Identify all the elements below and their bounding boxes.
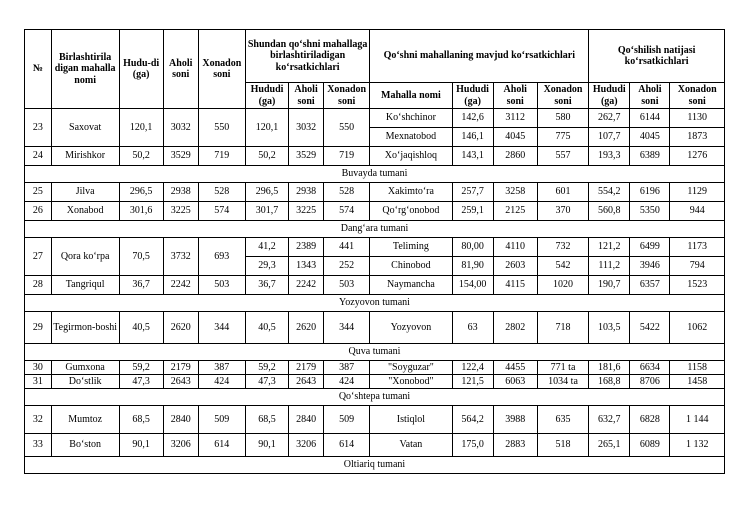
- households-cell: 344: [198, 312, 245, 344]
- result-area-cell: 632,7: [589, 406, 630, 434]
- result-population-cell: 6499: [630, 238, 670, 257]
- neighbor-population-cell: 3258: [493, 183, 537, 202]
- area-cell: 120,1: [119, 109, 163, 147]
- area-cell: 90,1: [119, 434, 163, 457]
- table-row: [25, 183, 725, 202]
- neighbor-name-cell: Yozyovon: [370, 312, 452, 344]
- mahalla-name: Doʻstlik: [51, 375, 119, 389]
- merged-area-cell: 90,1: [245, 434, 288, 457]
- subheader-population: Aholi soni: [630, 83, 670, 109]
- row-number: 33: [25, 434, 52, 457]
- result-population-cell: 5350: [630, 202, 670, 221]
- neighbor-name-cell: "Xonobod": [370, 375, 452, 389]
- result-population-cell: 6357: [630, 276, 670, 295]
- merged-population-cell: 2643: [289, 375, 324, 389]
- subheader-mahalla-name: Mahalla nomi: [370, 83, 452, 109]
- merged-area-cell: 47,3: [245, 375, 288, 389]
- neighbor-area-cell: 564,2: [452, 406, 493, 434]
- neighbor-name-cell: Qoʻrgʻonobod: [370, 202, 452, 221]
- row-number: 24: [25, 147, 52, 166]
- section-title: Buvayda tumani: [25, 166, 725, 183]
- neighbor-households-cell: 518: [537, 434, 588, 457]
- households-cell: 509: [198, 406, 245, 434]
- neighbor-population-cell: 2883: [493, 434, 537, 457]
- area-cell: 40,5: [119, 312, 163, 344]
- result-area-cell: 121,2: [589, 238, 630, 257]
- merged-area-cell: 40,5: [245, 312, 288, 344]
- merged-households-cell: 509: [324, 406, 370, 434]
- header-area: Hudu-di (ga): [119, 30, 163, 109]
- neighbor-name-cell: "Soyguzar": [370, 361, 452, 375]
- merged-population-cell: 2242: [289, 276, 324, 295]
- merged-area-cell: 29,3: [245, 257, 288, 276]
- neighbor-area-cell: 63: [452, 312, 493, 344]
- merged-households-cell: 252: [324, 257, 370, 276]
- neighbor-name-cell: Xakimtoʻra: [370, 183, 452, 202]
- neighbor-area-cell: 175,0: [452, 434, 493, 457]
- table-row: [25, 202, 725, 221]
- result-population-cell: 5422: [630, 312, 670, 344]
- population-cell: 3032: [163, 109, 198, 147]
- neighbor-area-cell: 122,4: [452, 361, 493, 375]
- neighbor-households-cell: 580: [537, 109, 588, 128]
- table-row: [25, 434, 725, 457]
- neighbor-population-cell: 2603: [493, 257, 537, 276]
- neighbor-population-cell: 2125: [493, 202, 537, 221]
- result-population-cell: 6196: [630, 183, 670, 202]
- merged-households-cell: 424: [324, 375, 370, 389]
- subheader-area: Hududi (ga): [589, 83, 630, 109]
- header-number: №: [25, 30, 52, 109]
- neighbor-name-cell: Koʻshchinor: [370, 109, 452, 128]
- merged-area-cell: 68,5: [245, 406, 288, 434]
- merged-population-cell: 2389: [289, 238, 324, 257]
- neighbor-name-cell: Naymancha: [370, 276, 452, 295]
- neighbor-area-cell: 143,1: [452, 147, 493, 166]
- neighbor-population-cell: 6063: [493, 375, 537, 389]
- mahalla-name: Xonabod: [51, 202, 119, 221]
- neighbor-name-cell: Teliming: [370, 238, 452, 257]
- area-cell: 50,2: [119, 147, 163, 166]
- header-group-neighbor: Qoʻshni mahallaning mavjud koʻrsatkichlari: [370, 30, 589, 83]
- neighbor-name-cell: Chinobod: [370, 257, 452, 276]
- neighbor-households-cell: 1020: [537, 276, 588, 295]
- merged-population-cell: 3206: [289, 434, 324, 457]
- merged-population-cell: 3225: [289, 202, 324, 221]
- subheader-area: Hududi (ga): [245, 83, 288, 109]
- result-households-cell: 1129: [670, 183, 725, 202]
- table-row: [25, 375, 725, 389]
- table-row: [25, 361, 725, 375]
- row-number: 27: [25, 238, 52, 276]
- header-households: Xonadon soni: [198, 30, 245, 109]
- households-cell: 424: [198, 375, 245, 389]
- mahalla-name: Boʻston: [51, 434, 119, 457]
- row-number: 32: [25, 406, 52, 434]
- neighbor-households-cell: 718: [537, 312, 588, 344]
- merged-households-cell: 574: [324, 202, 370, 221]
- neighbor-name-cell: Istiqlol: [370, 406, 452, 434]
- header-group-merged: Shundan qoʻshni mahallaga birlashtiriladigan koʻrsatkichlari: [245, 30, 369, 83]
- area-cell: 59,2: [119, 361, 163, 375]
- table-row: [25, 406, 725, 434]
- result-households-cell: 1 144: [670, 406, 725, 434]
- neighbor-population-cell: 3988: [493, 406, 537, 434]
- section-row: [25, 166, 725, 183]
- population-cell: 2840: [163, 406, 198, 434]
- merged-households-cell: 503: [324, 276, 370, 295]
- section-title: Yozyovon tumani: [25, 295, 725, 312]
- area-cell: 68,5: [119, 406, 163, 434]
- section-row: [25, 344, 725, 361]
- neighbor-households-cell: 601: [537, 183, 588, 202]
- merged-households-cell: 719: [324, 147, 370, 166]
- neighbor-name-cell: Xoʻjaqishloq: [370, 147, 452, 166]
- merged-households-cell: 387: [324, 361, 370, 375]
- households-cell: 719: [198, 147, 245, 166]
- merged-population-cell: 1343: [289, 257, 324, 276]
- result-households-cell: 794: [670, 257, 725, 276]
- merged-population-cell: 2179: [289, 361, 324, 375]
- merged-area-cell: 41,2: [245, 238, 288, 257]
- merged-households-cell: 528: [324, 183, 370, 202]
- merged-area-cell: 120,1: [245, 109, 288, 147]
- merged-households-cell: 344: [324, 312, 370, 344]
- result-population-cell: 4045: [630, 128, 670, 147]
- neighbor-population-cell: 2802: [493, 312, 537, 344]
- area-cell: 296,5: [119, 183, 163, 202]
- merged-area-cell: 50,2: [245, 147, 288, 166]
- section-row: [25, 457, 725, 474]
- row-number: 23: [25, 109, 52, 147]
- neighbor-population-cell: 2860: [493, 147, 537, 166]
- population-cell: 2242: [163, 276, 198, 295]
- result-households-cell: 1523: [670, 276, 725, 295]
- result-population-cell: 8706: [630, 375, 670, 389]
- neighbor-population-cell: 4115: [493, 276, 537, 295]
- population-cell: 3225: [163, 202, 198, 221]
- result-area-cell: 103,5: [589, 312, 630, 344]
- result-population-cell: 6144: [630, 109, 670, 128]
- result-households-cell: 1458: [670, 375, 725, 389]
- row-number: 30: [25, 361, 52, 375]
- merged-area-cell: 296,5: [245, 183, 288, 202]
- population-cell: 3206: [163, 434, 198, 457]
- result-area-cell: 262,7: [589, 109, 630, 128]
- merged-households-cell: 550: [324, 109, 370, 147]
- result-area-cell: 168,8: [589, 375, 630, 389]
- neighbor-households-cell: 557: [537, 147, 588, 166]
- result-population-cell: 6828: [630, 406, 670, 434]
- mahalla-name: Jilva: [51, 183, 119, 202]
- row-number: 31: [25, 375, 52, 389]
- section-title: Dangʻara tumani: [25, 221, 725, 238]
- households-cell: 387: [198, 361, 245, 375]
- neighbor-area-cell: 146,1: [452, 128, 493, 147]
- merged-area-cell: 36,7: [245, 276, 288, 295]
- result-population-cell: 3946: [630, 257, 670, 276]
- section-row: [25, 295, 725, 312]
- subheader-population: Aholi soni: [289, 83, 324, 109]
- neighbor-name-cell: Vatan: [370, 434, 452, 457]
- merged-population-cell: 3032: [289, 109, 324, 147]
- result-population-cell: 6634: [630, 361, 670, 375]
- section-title: Qoʻshtepa tumani: [25, 389, 725, 406]
- neighbor-households-cell: 635: [537, 406, 588, 434]
- header-population: Aholi soni: [163, 30, 198, 109]
- merged-households-cell: 614: [324, 434, 370, 457]
- result-population-cell: 6389: [630, 147, 670, 166]
- neighbor-households-cell: 771 ta: [537, 361, 588, 375]
- area-cell: 301,6: [119, 202, 163, 221]
- table-row: [25, 276, 725, 295]
- neighbor-population-cell: 3112: [493, 109, 537, 128]
- merged-population-cell: 2620: [289, 312, 324, 344]
- area-cell: 36,7: [119, 276, 163, 295]
- merged-population-cell: 2938: [289, 183, 324, 202]
- subheader-population: Aholi soni: [493, 83, 537, 109]
- table-row: [25, 238, 725, 257]
- header-mahalla-name: Birlashtirila digan mahalla nomi: [51, 30, 119, 109]
- mahalla-name: Tangriqul: [51, 276, 119, 295]
- population-cell: 3529: [163, 147, 198, 166]
- neighbor-population-cell: 4045: [493, 128, 537, 147]
- neighbor-population-cell: 4110: [493, 238, 537, 257]
- households-cell: 574: [198, 202, 245, 221]
- population-cell: 2179: [163, 361, 198, 375]
- table-row: [25, 312, 725, 344]
- households-cell: 503: [198, 276, 245, 295]
- header-group-result: Qoʻshilish natijasi koʻrsatkichlari: [589, 30, 725, 83]
- result-area-cell: 181,6: [589, 361, 630, 375]
- merged-population-cell: 2840: [289, 406, 324, 434]
- mahalla-name: Mirishkor: [51, 147, 119, 166]
- subheader-area: Hududi (ga): [452, 83, 493, 109]
- row-number: 29: [25, 312, 52, 344]
- households-cell: 528: [198, 183, 245, 202]
- neighbor-area-cell: 154,00: [452, 276, 493, 295]
- table-row: [25, 147, 725, 166]
- result-area-cell: 560,8: [589, 202, 630, 221]
- result-households-cell: 1173: [670, 238, 725, 257]
- row-number: 26: [25, 202, 52, 221]
- neighbor-area-cell: 81,90: [452, 257, 493, 276]
- result-population-cell: 6089: [630, 434, 670, 457]
- result-households-cell: 1276: [670, 147, 725, 166]
- population-cell: 2620: [163, 312, 198, 344]
- households-cell: 550: [198, 109, 245, 147]
- households-cell: 614: [198, 434, 245, 457]
- result-area-cell: 193,3: [589, 147, 630, 166]
- merged-area-cell: 59,2: [245, 361, 288, 375]
- neighbor-households-cell: 732: [537, 238, 588, 257]
- result-households-cell: 1062: [670, 312, 725, 344]
- subheader-households: Xonadon soni: [537, 83, 588, 109]
- result-households-cell: 1 132: [670, 434, 725, 457]
- neighbor-area-cell: 259,1: [452, 202, 493, 221]
- merged-households-cell: 441: [324, 238, 370, 257]
- result-area-cell: 107,7: [589, 128, 630, 147]
- neighbor-population-cell: 4455: [493, 361, 537, 375]
- result-area-cell: 265,1: [589, 434, 630, 457]
- result-households-cell: 1873: [670, 128, 725, 147]
- merge-table: [24, 29, 725, 474]
- result-households-cell: 1130: [670, 109, 725, 128]
- result-area-cell: 554,2: [589, 183, 630, 202]
- header-row-1: [25, 30, 725, 83]
- population-cell: 3732: [163, 238, 198, 276]
- section-row: [25, 389, 725, 406]
- result-households-cell: 1158: [670, 361, 725, 375]
- neighbor-area-cell: 121,5: [452, 375, 493, 389]
- mahalla-name: Mumtoz: [51, 406, 119, 434]
- subheader-households: Xonadon soni: [670, 83, 725, 109]
- neighbor-area-cell: 80,00: [452, 238, 493, 257]
- population-cell: 2938: [163, 183, 198, 202]
- households-cell: 693: [198, 238, 245, 276]
- mahalla-name: Tegirmon-boshi: [51, 312, 119, 344]
- neighbor-households-cell: 370: [537, 202, 588, 221]
- neighbor-households-cell: 775: [537, 128, 588, 147]
- mahalla-name: Saxovat: [51, 109, 119, 147]
- neighbor-name-cell: Mexnatobod: [370, 128, 452, 147]
- neighbor-households-cell: 1034 ta: [537, 375, 588, 389]
- result-area-cell: 111,2: [589, 257, 630, 276]
- row-number: 25: [25, 183, 52, 202]
- result-households-cell: 944: [670, 202, 725, 221]
- subheader-households: Xonadon soni: [324, 83, 370, 109]
- section-title: Oltiariq tumani: [25, 457, 725, 474]
- mahalla-name: Gumxona: [51, 361, 119, 375]
- neighbor-area-cell: 257,7: [452, 183, 493, 202]
- area-cell: 70,5: [119, 238, 163, 276]
- section-title: Quva tumani: [25, 344, 725, 361]
- row-number: 28: [25, 276, 52, 295]
- neighbor-area-cell: 142,6: [452, 109, 493, 128]
- merged-population-cell: 3529: [289, 147, 324, 166]
- area-cell: 47,3: [119, 375, 163, 389]
- mahalla-name: Qora koʻrpa: [51, 238, 119, 276]
- population-cell: 2643: [163, 375, 198, 389]
- section-row: [25, 221, 725, 238]
- result-area-cell: 190,7: [589, 276, 630, 295]
- table-row: [25, 109, 725, 128]
- merged-area-cell: 301,7: [245, 202, 288, 221]
- neighbor-households-cell: 542: [537, 257, 588, 276]
